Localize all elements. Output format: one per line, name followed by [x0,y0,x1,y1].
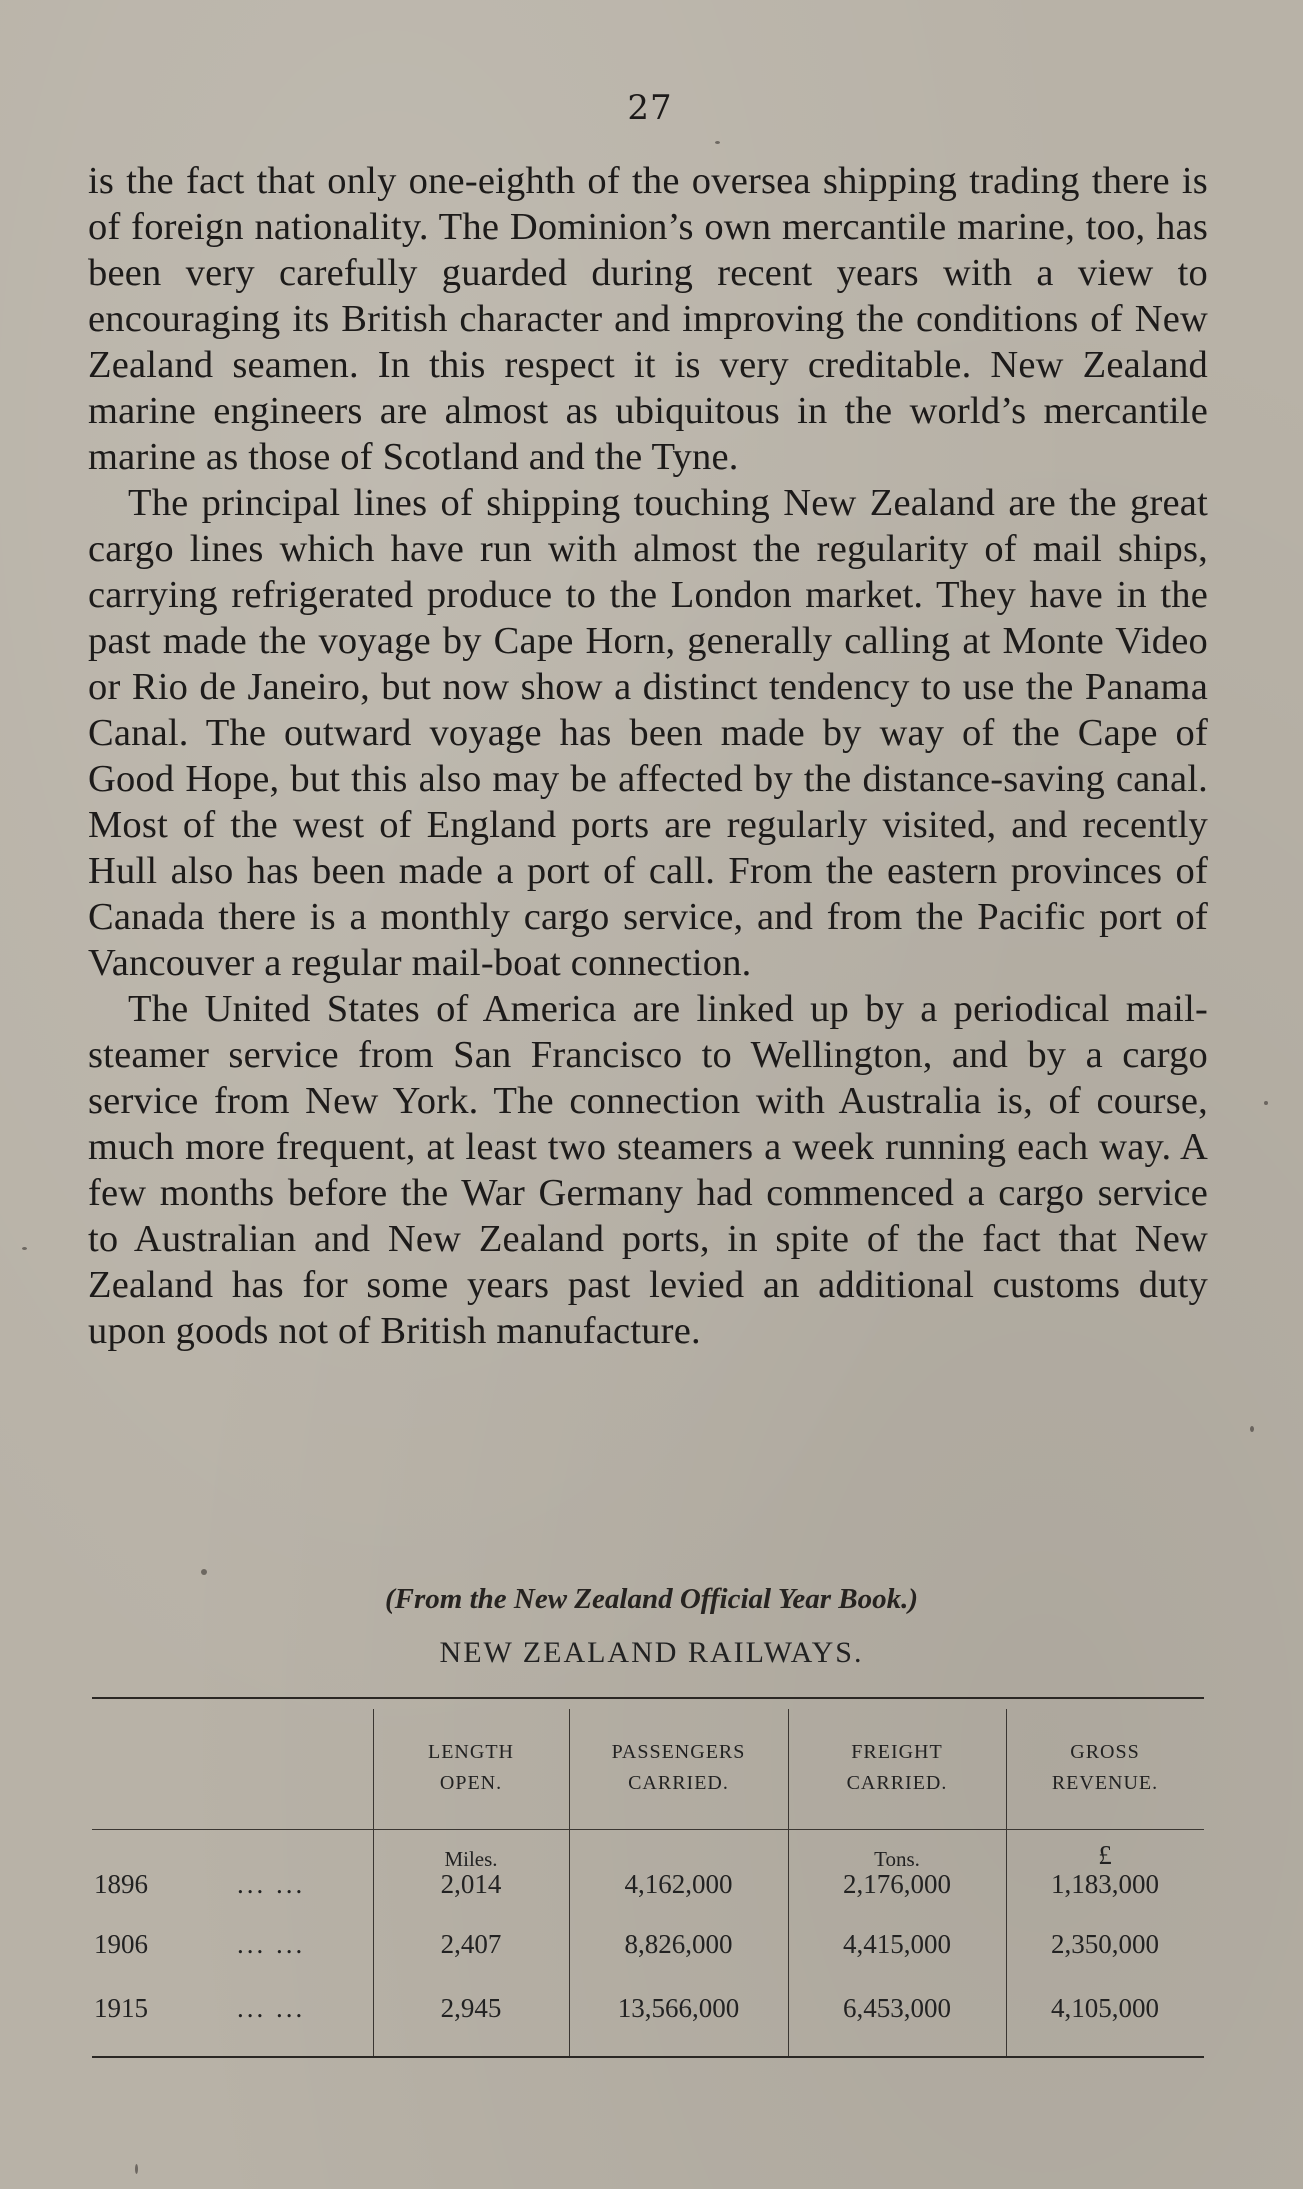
header-revenue-line1: GROSS [1070,1741,1140,1763]
cell-freight: 6,453,000 [843,1993,951,2023]
cell-freight: 2,176,000 [843,1869,951,1899]
header-length-line1: LENGTH [428,1741,514,1763]
row-year: 1896 [94,1869,148,1899]
unit-miles: Miles. [444,1847,498,1871]
table-row [92,1929,1204,1969]
ink-speck [22,1247,27,1250]
header-freight [788,1737,1006,1799]
header-freight-line1: FREIGHT [851,1741,943,1763]
cell-length: 2,945 [440,1993,502,2023]
table-row [92,1993,1204,2033]
ink-speck [715,141,720,144]
ink-speck [1264,1101,1268,1105]
row-year: 1906 [94,1929,148,1959]
ink-speck [135,2164,138,2174]
paragraph-continued: is the fact that only one-eighth of the oversea shipping trading there is of foreign nationality. The Dominion’s own mercantile marine, too, has been very carefully guarded during recent years with a view to encouraging its British character and improving the conditions of New Zealand seamen. In this respect it is very creditable. New Zealand marine engineers are almost as ubiquitous in the world’s mercantile marine as those of Scotland and the Tyne. [88,160,1208,478]
table-row [92,1869,1204,1909]
cell-passengers: 4,162,000 [624,1869,733,1899]
paragraph-shipping-lines: The principal lines of shipping touching New Zealand are the great cargo lines which have run with almost the regularity of mail ships, carrying refrigerated produce to the London market. They have in the past made the voyage by Cape Horn, generally calling at Monte Video or Rio de Janeiro, but now show a distinct tendency to use the Panama Canal. The outward voyage has been made by way of the Cape of Good Hope, but this also may be affected by the distance-saving canal. Most of the west of England ports are regularly visited, and recently Hull also has been made a port of call. From the eastern provinces of Canada there is a monthly cargo service, and from the Pacific port of Vancouver a regular mail-boat connection. [88,482,1208,984]
cell-length: 2,407 [440,1929,502,1959]
header-length-line2: OPEN. [439,1772,503,1794]
cell-passengers: 8,826,000 [624,1929,733,1959]
cell-revenue: 4,105,000 [1051,1993,1159,2023]
body-text [88,158,1208,1354]
ink-speck [1250,1426,1254,1432]
ink-speck [201,1569,207,1575]
cell-freight: 4,415,000 [843,1929,951,1959]
leader-dots: ... ... [237,1869,306,1899]
header-passengers [569,1737,788,1799]
unit-pounds: £ [1098,1840,1112,1870]
header-passengers-line2: CARRIED. [628,1772,729,1794]
header-passengers-line1: PASSENGERS [611,1741,746,1763]
page-number: 27 [627,88,673,128]
cell-revenue: 1,183,000 [1051,1869,1159,1899]
header-divider [92,1829,1204,1830]
leader-dots: ... ... [237,1929,306,1959]
header-length [373,1737,569,1799]
row-year: 1915 [94,1993,148,2023]
leader-dots: ... ... [237,1993,306,2023]
cell-passengers: 13,566,000 [617,1993,740,2023]
header-revenue [1006,1737,1204,1799]
cell-length: 2,014 [440,1869,502,1899]
paragraph-united-states: The United States of America are linked up by a periodical mail-steamer service from San Francisco to Wellington, and by a cargo service from New York. The connection with Australia is, of course, much more frequent, at least two steamers a week running each way. A few months before the War Germany had commenced a cargo service to Australian and New Zealand ports, in spite of the fact that New Zealand has for some years past levied an additional customs duty upon goods not of British manufacture. [88,988,1208,1352]
header-freight-line2: CARRIED. [846,1772,948,1794]
table-title: NEW ZEALAND RAILWAYS. [439,1636,864,1669]
railways-table [92,1697,1204,2058]
cell-revenue: 2,350,000 [1051,1929,1159,1959]
unit-tons: Tons. [874,1847,920,1871]
header-revenue-line2: REVENUE. [1051,1772,1159,1794]
table-source-caption: (From the New Zealand Official Year Book.) [385,1583,918,1615]
